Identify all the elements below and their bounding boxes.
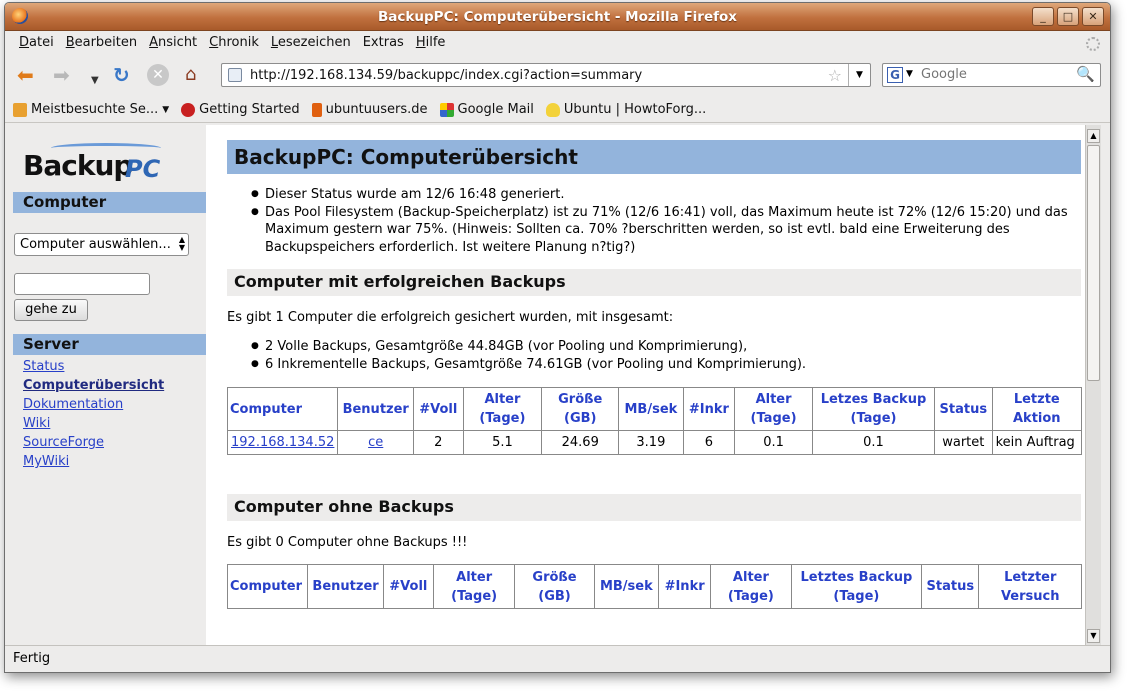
cell-user[interactable] [338,431,414,455]
link-documentation[interactable]: Dokumentation [23,397,124,412]
close-button[interactable]: ✕ [1082,7,1104,26]
menu-accel: A [149,35,159,50]
col-full-age[interactable]: Alter (Tage) [433,565,514,609]
col-user[interactable]: Benutzer [338,388,414,431]
menu-label: nsicht [158,35,198,50]
google-icon[interactable]: G [887,67,903,83]
computer-heading: Computer [13,192,206,213]
computer-link[interactable]: 192.168.134.52 [231,435,335,450]
bookmark-label: Getting Started [199,102,300,117]
col-last-backup[interactable]: Letztes Backup (Tage) [791,565,922,609]
home-icon[interactable]: ⌂ [185,64,197,85]
col-full-age[interactable]: Alter (Tage) [463,388,542,431]
user-link[interactable]: ce [368,435,384,450]
cell-status: wartet [935,431,993,455]
url-dropdown-icon[interactable]: ▼ [848,64,870,86]
cell-last-backup: 0.1 [812,431,934,455]
success-intro: Es gibt 1 Computer die erfolgreich gesichert wurden, mit insgesamt: [227,310,674,325]
link-mywiki[interactable]: MyWiki [23,454,70,469]
search-bar[interactable] [882,63,1101,87]
status-generated: ● Dieser Status wurde am 12/6 16:48 generiert. [251,186,1081,204]
minimize-button[interactable]: _ [1032,7,1054,26]
title-bar [5,3,1110,31]
menu-accel: C [209,35,219,50]
col-incr-age[interactable]: Alter (Tage) [711,565,791,609]
bookmark-most-visited[interactable] [13,97,169,122]
bookmarks-toolbar [5,97,1110,123]
cell-last-action: kein Auftrag [992,431,1081,455]
link-status[interactable]: Status [23,359,65,374]
menu-accel: L [270,35,278,50]
page-content [11,125,1101,645]
scroll-thumb[interactable] [1087,145,1100,381]
link-wiki[interactable]: Wiki [23,416,51,431]
menu-bearbeiten[interactable] [60,31,143,55]
server-links [23,359,164,473]
cell-size: 24.69 [542,431,619,455]
stop-icon[interactable]: ✕ [147,64,169,86]
success-table [227,387,1082,455]
cell-full: 2 [414,431,463,455]
back-arrow-icon[interactable]: ⬅ [17,63,34,87]
url-bar[interactable] [221,63,871,87]
col-last-attempt[interactable]: Letzter Versuch [979,565,1082,609]
bookmark-label: Google Mail [457,102,534,117]
firefox-bookmark-icon [181,103,195,117]
browser-window [4,2,1111,673]
menu-accel: B [65,35,75,50]
menu-label: Extras [362,35,404,50]
maximize-button[interactable]: □ [1057,7,1079,26]
bookmark-howtoforge[interactable] [546,97,706,122]
col-status[interactable]: Status [935,388,993,431]
window-title: BackupPC: Computerübersicht - Mozilla Firefox [378,9,737,25]
select-arrows-icon: ▲ ▼ [178,235,185,252]
navigation-toolbar [5,55,1110,95]
menu-label: earbeiten [74,35,138,50]
col-incr[interactable]: #Inkr [658,565,710,609]
success-heading: Computer mit erfolgreichen Backups [227,269,1081,296]
bookmark-label: Meistbesuchte Se... [31,102,159,117]
full-backups-summary: ● 2 Volle Backups, Gesamtgröße 44.84GB (vor Pooling und Komprimierung), [251,338,1071,356]
menu-lesezeichen[interactable] [265,31,357,55]
history-dropdown-icon[interactable]: ▼ [91,75,99,86]
col-full[interactable]: #Voll [383,565,433,609]
folder-icon [13,103,27,117]
search-input[interactable] [921,67,1071,82]
vertical-scrollbar[interactable] [1085,125,1101,645]
url-text[interactable]: http://192.168.134.59/backuppc/index.cgi?action=summary [250,68,643,83]
page-title: BackupPC: Computerübersicht [227,140,1081,174]
bookmark-ubuntuusers[interactable] [312,97,428,122]
menu-label: hronik [218,35,259,50]
col-last-action[interactable]: Letzte Aktion [992,388,1081,431]
server-heading: Server [13,334,206,355]
col-full[interactable]: #Voll [414,388,463,431]
bookmark-label: Ubuntu | HowtoForg... [563,102,707,117]
cell-incr-age: 0.1 [735,431,813,455]
incremental-backups-summary: ● 6 Inkrementelle Backups, Gesamtgröße 74.61GB (vor Pooling und Komprimierung). [251,356,1071,374]
google-mail-icon [440,103,454,117]
bookmark-getting-started[interactable] [181,97,300,122]
computer-select[interactable] [14,233,189,256]
table-header-row [228,565,1082,609]
col-last-backup[interactable]: Letzes Backup (Tage) [812,388,934,431]
no-backup-heading: Computer ohne Backups [227,494,1081,521]
sidebar [11,125,206,645]
status-list [251,186,1081,256]
link-computer-overview[interactable]: Computerübersicht [23,378,165,393]
col-incr-age[interactable]: Alter (Tage) [735,388,813,431]
search-icon[interactable]: 🔍 [1076,65,1095,83]
bookmark-star-icon[interactable]: ☆ [827,66,842,85]
reload-icon[interactable]: ↻ [113,63,130,87]
menu-label: ilfe [425,35,446,50]
scroll-down-icon[interactable]: ▼ [1087,629,1100,643]
menu-hilfe[interactable] [410,31,452,55]
status-pool: ● Das Pool Filesystem (Backup-Speicherplatz) ist zu 71% (12/6 16:41) voll, das Maximum heute ist 72% (12/6 15:20) und das Maximum gestern war 75%. (Hinweis: Sollten ca. 70% ?berschritten werden, so ist evtl. bald eine Erweiterung des Backupspeichers erforderlich. Ist weitere Planung n?tig?) [251,204,1081,257]
menu-label: esezeichen [277,35,351,50]
computer-select-value: Computer auswählen... [20,237,171,252]
backuppc-logo [21,143,171,185]
success-summary-list [251,338,1071,373]
col-size[interactable]: Größe (GB) [515,565,594,609]
status-bar: Fertig [5,645,1110,673]
menu-datei[interactable] [13,31,60,55]
menu-bar [5,31,1110,55]
bookmark-label: ubuntuusers.de [325,102,428,117]
col-size[interactable]: Größe (GB) [542,388,619,431]
site-icon [228,68,242,82]
computer-name-input[interactable] [14,273,150,295]
no-backup-table [227,564,1082,609]
cell-computer[interactable] [228,431,338,455]
menu-extras[interactable] [357,31,410,55]
menu-label: atei [29,35,54,50]
menu-accel: H [415,35,426,50]
table-header-row [228,388,1082,431]
link-sourceforge[interactable]: SourceForge [23,435,104,450]
col-mbsec[interactable]: MB/sek [619,388,683,431]
bookmark-google-mail[interactable] [440,97,534,122]
col-status[interactable]: Status [922,565,979,609]
throbber-icon [1086,37,1100,51]
search-engine-dropdown-icon[interactable]: ▼ [906,69,913,79]
col-incr[interactable]: #Inkr [683,388,734,431]
menu-ansicht[interactable] [143,31,203,55]
forward-arrow-icon[interactable]: ➡ [53,63,70,87]
lightbulb-icon [546,103,560,117]
table-row [228,431,1082,455]
cell-incr: 6 [683,431,734,455]
cell-full-age: 5.1 [463,431,542,455]
cell-mbsec: 3.19 [619,431,683,455]
menu-chronik[interactable] [203,31,265,55]
menu-accel: D [19,35,30,50]
col-user[interactable]: Benutzer [308,565,383,609]
scroll-up-icon[interactable]: ▲ [1087,129,1100,143]
col-computer[interactable]: Computer [228,565,308,609]
logo-text: Backup [23,149,133,182]
logo-pc: PC [125,155,161,183]
go-button[interactable]: gehe zu [14,299,88,321]
col-computer[interactable]: Computer [228,388,338,431]
ubuntuusers-icon [312,103,322,117]
no-backup-intro: Es gibt 0 Computer ohne Backups !!! [227,535,468,550]
chevron-down-icon: ▼ [162,104,170,115]
col-mbsec[interactable]: MB/sek [594,565,658,609]
